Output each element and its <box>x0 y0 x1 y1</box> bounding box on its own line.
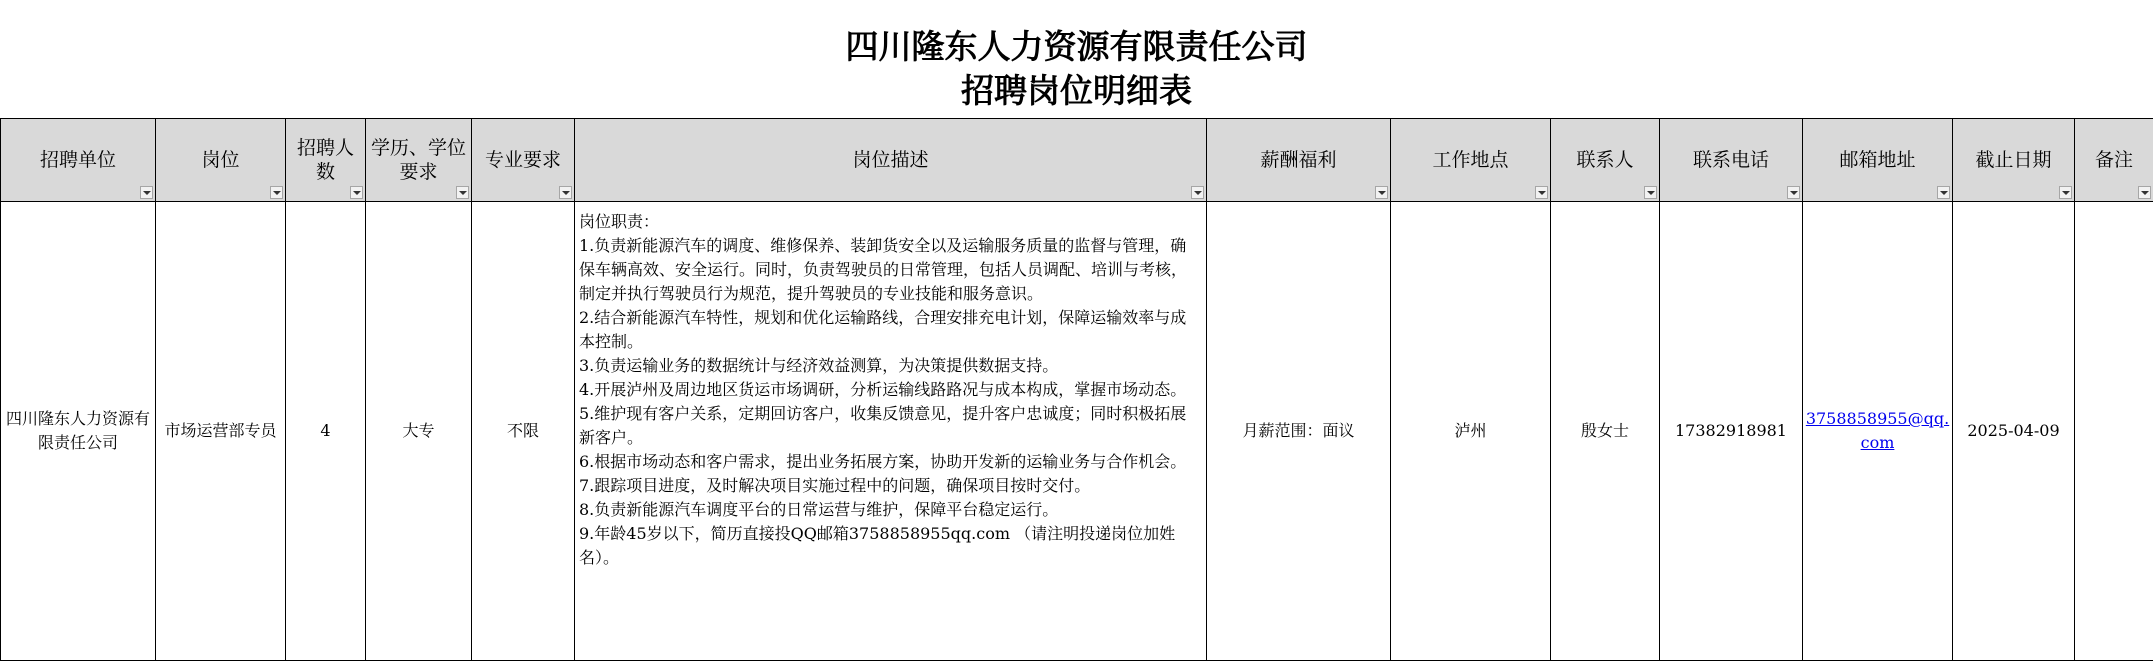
desc-line: 6.根据市场动态和客户需求，提出业务拓展方案，协助开发新的运输业务与合作机会。 <box>579 450 1200 474</box>
header-position: 岗位 <box>156 119 286 202</box>
cell-description <box>575 202 1207 661</box>
filter-dropdown-icon[interactable] <box>140 186 153 199</box>
header-education: 学历、学位要求 <box>366 119 472 202</box>
filter-dropdown-icon[interactable] <box>1191 186 1204 199</box>
desc-line: 3.负责运输业务的数据统计与经济效益测算，为决策提供数据支持。 <box>579 354 1200 378</box>
filter-dropdown-icon[interactable] <box>559 186 572 199</box>
header-unit: 招聘单位 <box>1 119 156 202</box>
filter-dropdown-icon[interactable] <box>456 186 469 199</box>
filter-dropdown-icon[interactable] <box>1535 186 1548 199</box>
filter-dropdown-icon[interactable] <box>2138 186 2151 199</box>
desc-line: 7.跟踪项目进度，及时解决项目实施过程中的问题，确保项目按时交付。 <box>579 474 1200 498</box>
header-salary: 薪酬福利 <box>1207 119 1391 202</box>
page-title: 四川隆东人力资源有限责任公司 <box>0 26 2153 68</box>
header-deadline: 截止日期 <box>1953 119 2075 202</box>
header-count: 招聘人数 <box>286 119 366 202</box>
cell-salary: 月薪范围：面议 <box>1207 202 1391 661</box>
cell-count: 4 <box>286 202 366 661</box>
cell-unit: 四川隆东人力资源有限责任公司 <box>1 202 156 661</box>
filter-dropdown-icon[interactable] <box>2059 186 2072 199</box>
cell-major: 不限 <box>472 202 575 661</box>
cell-position: 市场运营部专员 <box>156 202 286 661</box>
cell-email <box>1803 202 1953 661</box>
desc-line: 岗位职责： <box>579 210 1200 234</box>
desc-line: 2.结合新能源汽车特性，规划和优化运输路线，合理安排充电计划，保障运输效率与成本控制。 <box>579 306 1200 354</box>
header-remark: 备注 <box>2075 119 2153 202</box>
desc-line: 8.负责新能源汽车调度平台的日常运营与维护，保障平台稳定运行。 <box>579 498 1200 522</box>
table-row <box>1 202 2153 661</box>
cell-location: 泸州 <box>1391 202 1551 661</box>
header-major: 专业要求 <box>472 119 575 202</box>
email-link[interactable]: 3758858955@qq.com <box>1806 409 1949 452</box>
header-location: 工作地点 <box>1391 119 1551 202</box>
filter-dropdown-icon[interactable] <box>270 186 283 199</box>
cell-contact: 殷女士 <box>1551 202 1660 661</box>
desc-line: 5.维护现有客户关系，定期回访客户，收集反馈意见，提升客户忠诚度；同时积极拓展新客户。 <box>579 402 1200 450</box>
cell-education: 大专 <box>366 202 472 661</box>
filter-dropdown-icon[interactable] <box>1937 186 1950 199</box>
filter-dropdown-icon[interactable] <box>350 186 363 199</box>
job-table <box>0 118 2153 661</box>
desc-line: 4.开展泸州及周边地区货运市场调研，分析运输线路路况与成本构成，掌握市场动态。 <box>579 378 1200 402</box>
desc-line: 9.年龄45岁以下，简历直接投QQ邮箱3758858955qq.com （请注明投递岗位加姓名）。 <box>579 522 1200 570</box>
header-contact: 联系人 <box>1551 119 1660 202</box>
desc-line: 1.负责新能源汽车的调度、维修保养、装卸货安全以及运输服务质量的监督与管理，确保车辆高效、安全运行。同时，负责驾驶员的日常管理，包括人员调配、培训与考核，制定并执行驾驶员行为规范，提升驾驶员的专业技能和服务意识。 <box>579 234 1200 306</box>
cell-remark <box>2075 202 2153 661</box>
header-email: 邮箱地址 <box>1803 119 1953 202</box>
header-row <box>1 119 2153 202</box>
filter-dropdown-icon[interactable] <box>1644 186 1657 199</box>
filter-dropdown-icon[interactable] <box>1375 186 1388 199</box>
header-description: 岗位描述 <box>575 119 1207 202</box>
cell-phone: 17382918981 <box>1660 202 1803 661</box>
page-subtitle: 招聘岗位明细表 <box>0 70 2153 112</box>
filter-dropdown-icon[interactable] <box>1787 186 1800 199</box>
header-phone: 联系电话 <box>1660 119 1803 202</box>
cell-deadline: 2025-04-09 <box>1953 202 2075 661</box>
